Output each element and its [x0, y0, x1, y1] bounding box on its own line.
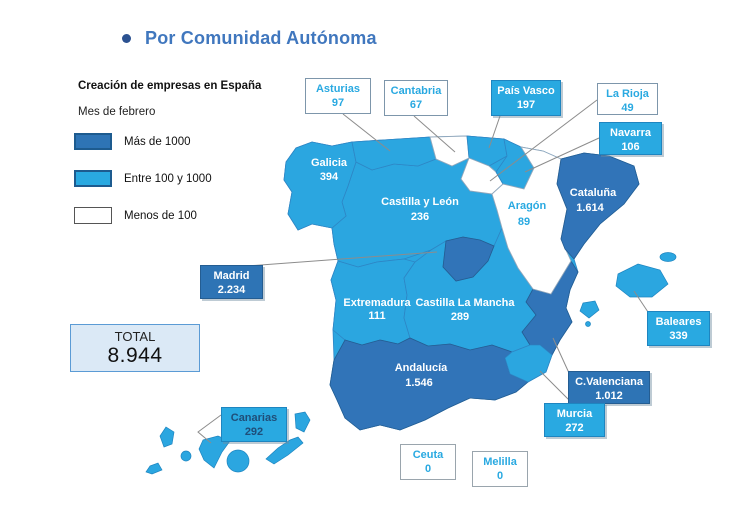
callout-madrid-value: 2.234 — [217, 284, 246, 297]
callout-la-rioja — [597, 83, 658, 115]
island-mallorca — [616, 264, 668, 297]
map-label-galicia-name: Galicia — [310, 157, 348, 169]
callout-melilla-name: Melilla — [483, 456, 517, 468]
legend-swatch-dark — [74, 133, 112, 150]
callout-navarra — [599, 122, 662, 155]
map-label-cataluna-name: Cataluña — [569, 187, 617, 199]
legend-label-white: Menos de 100 — [124, 210, 197, 222]
total-label: TOTAL — [114, 329, 156, 344]
legend-swatch-white — [74, 207, 112, 224]
map-label-galicia-value: 394 — [319, 171, 339, 183]
callout-murcia — [544, 403, 605, 437]
callout-murcia-name: Murcia — [556, 408, 593, 420]
callout-asturias — [305, 78, 371, 114]
callout-melilla-value: 0 — [496, 470, 504, 483]
legend-label-light: Entre 100 y 1000 — [124, 173, 212, 185]
callout-cvalenciana-value: 1.012 — [595, 390, 623, 403]
callout-pais-vasco-value: 197 — [516, 99, 536, 112]
callout-canarias-value: 292 — [244, 426, 264, 439]
island-formentera — [586, 322, 591, 327]
callout-baleares-value: 339 — [669, 330, 688, 343]
legend-title: Creación de empresas en España — [78, 80, 262, 92]
callout-baleares-name: Baleares — [655, 316, 702, 328]
callout-cantabria-name: Cantabria — [390, 85, 442, 97]
callout-canarias — [221, 407, 287, 442]
callout-murcia-value: 272 — [565, 422, 584, 435]
callout-navarra-value: 106 — [621, 141, 640, 154]
callout-madrid — [200, 265, 263, 299]
map-label-andalucia-name: Andalucía — [394, 362, 448, 374]
callout-pais-vasco-name: País Vasco — [497, 85, 555, 97]
island-menorca — [660, 253, 676, 262]
callout-baleares — [647, 311, 710, 346]
legend-subtitle: Mes de febrero — [78, 106, 156, 118]
legend-label-dark: Más de 1000 — [124, 136, 191, 148]
map-label-andalucia-value: 1.546 — [405, 377, 433, 389]
map-label-extremadura-name: Extremadura — [343, 297, 411, 309]
callout-ceuta-value: 0 — [424, 463, 432, 476]
callout-asturias-value: 97 — [331, 97, 345, 110]
island-lanzarote — [295, 412, 310, 432]
map-label-aragon-name: Aragón — [507, 200, 547, 212]
callout-cvalenciana-name: C.Valenciana — [575, 376, 643, 388]
map-label-extremadura-value: 111 — [368, 310, 386, 322]
callout-cvalenciana — [568, 371, 650, 404]
callout-cantabria-value: 67 — [409, 99, 423, 112]
map-label-cataluna-value: 1.614 — [576, 202, 604, 214]
island-la-palma — [160, 427, 174, 447]
island-ibiza — [580, 301, 599, 318]
callout-la-rioja-value: 49 — [621, 102, 634, 115]
callout-la-rioja-name: La Rioja — [606, 88, 649, 100]
island-gran-canaria — [227, 450, 249, 472]
map-label-castilla-la-mancha-name: Castilla La Mancha — [415, 297, 515, 309]
map-label-castilla-y-leon-name: Castilla y León — [381, 196, 459, 208]
total-box — [70, 324, 200, 372]
map-label-castilla-y-leon-value: 236 — [410, 211, 430, 223]
callout-pais-vasco — [491, 80, 561, 116]
page-title: Por Comunidad Autónoma — [145, 28, 377, 48]
island-el-hierro — [146, 463, 162, 474]
callout-canarias-name: Canarias — [230, 412, 278, 424]
callout-cantabria — [384, 80, 448, 116]
legend-swatch-light — [74, 170, 112, 187]
map-label-aragon-value: 89 — [517, 216, 531, 228]
total-value: 8.944 — [107, 344, 163, 367]
callout-madrid-name: Madrid — [213, 270, 250, 282]
bullet-icon — [122, 34, 131, 43]
callout-line-cvalenciana — [553, 338, 569, 373]
callout-asturias-name: Asturias — [315, 83, 361, 95]
map-label-castilla-la-mancha-value: 289 — [450, 311, 470, 323]
island-la-gomera — [181, 451, 191, 461]
callout-melilla — [472, 451, 528, 487]
callout-ceuta-name: Ceuta — [412, 449, 444, 461]
page-title-row — [122, 28, 377, 49]
callout-navarra-name: Navarra — [610, 127, 651, 139]
region-galicia — [284, 142, 356, 230]
callout-ceuta — [400, 444, 456, 480]
